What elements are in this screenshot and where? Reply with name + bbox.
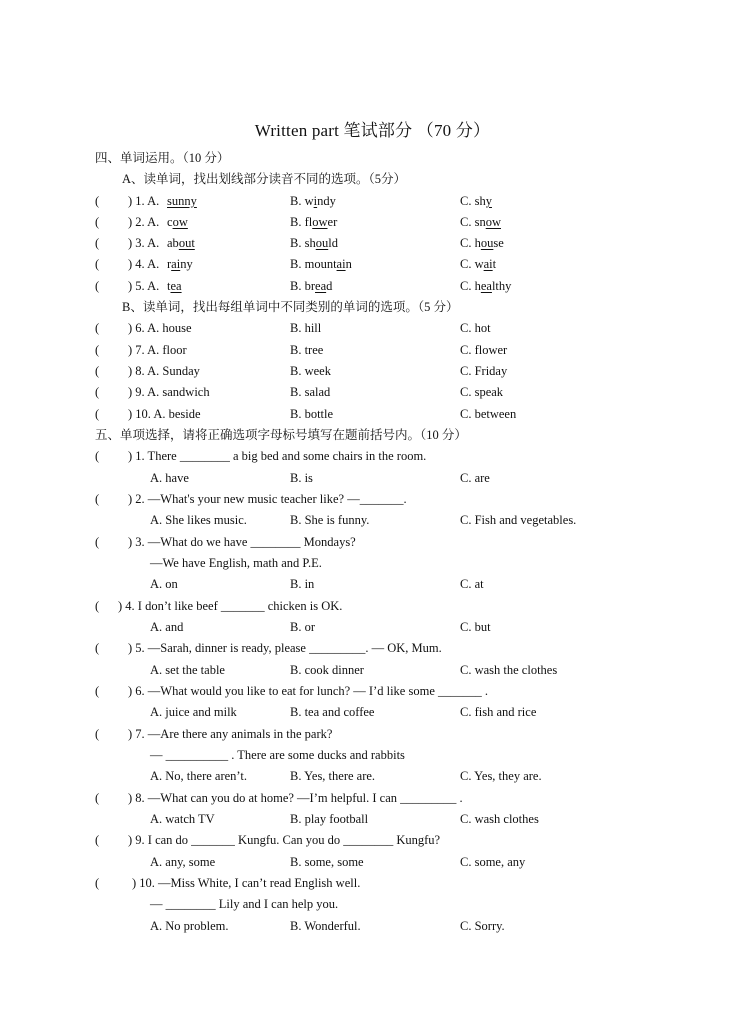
option-c: C. wait xyxy=(460,257,497,271)
option-c: C. shy xyxy=(460,194,492,208)
options-row xyxy=(0,702,745,722)
question-stem: ) 5. —Sarah, dinner is ready, please _________. — OK, Mum. xyxy=(128,641,442,655)
question-row xyxy=(0,191,745,211)
option-b: B. bread xyxy=(290,279,333,293)
answer-bracket[interactable]: ( xyxy=(95,385,100,399)
option-b: B. hill xyxy=(290,321,322,335)
option-c: C. snow xyxy=(460,215,501,229)
question-row xyxy=(0,276,745,296)
question-continuation: — ________ Lily and I can help you. xyxy=(150,897,339,911)
question-continuation: —We have English, math and P.E. xyxy=(150,556,322,570)
option-b: B. or xyxy=(290,620,315,634)
option-c: C. house xyxy=(460,236,504,250)
part-a-instruction: A、读单词，找出划线部分读音不同的选项。（5分） xyxy=(122,172,407,186)
option-a: A. watch TV xyxy=(150,812,215,826)
question-number: ) 4. A. xyxy=(128,257,160,271)
section-heading-4: 四、单词运用。（10 分） xyxy=(95,151,230,165)
question-row xyxy=(0,489,745,509)
question-stem: ) 1. There ________ a big bed and some chairs in the room. xyxy=(128,449,427,463)
answer-bracket[interactable]: ( xyxy=(95,449,100,463)
option-a: A. She likes music. xyxy=(150,513,247,527)
question-stem: ) 9. I can do _______ Kungfu. Can you do ________ Kungfu? xyxy=(128,833,441,847)
options-row xyxy=(0,660,745,680)
options-row xyxy=(0,468,745,488)
section-heading-5: 五、单项选择，请将正确选项字母标号填写在题前括号内。（10 分） xyxy=(95,428,467,442)
option-c: C. fish and rice xyxy=(460,705,537,719)
option-b: B. week xyxy=(290,364,331,378)
options-row xyxy=(0,766,745,786)
question-row xyxy=(0,382,745,402)
option-a: A. juice and milk xyxy=(150,705,237,719)
option-b: B. She is funny. xyxy=(290,513,370,527)
answer-bracket[interactable]: ( xyxy=(95,492,100,506)
option-c: C. Friday xyxy=(460,364,508,378)
question-continuation: — __________ . There are some ducks and rabbits xyxy=(150,748,405,762)
question-row xyxy=(0,724,745,744)
question-stem: ) 6. —What would you like to eat for lunch? — I’d like some _______ . xyxy=(128,684,488,698)
option-c: C. at xyxy=(460,577,484,591)
option-c: C. but xyxy=(460,620,491,634)
option-c: C. flower xyxy=(460,343,508,357)
options-row xyxy=(0,510,745,530)
answer-bracket[interactable]: ( xyxy=(95,257,100,271)
option-a: sunny xyxy=(167,194,197,208)
question-stem: ) 2. —What's your new music teacher like? —_______. xyxy=(128,492,407,506)
question-row xyxy=(0,681,745,701)
answer-bracket[interactable]: ( xyxy=(95,876,100,890)
option-c: C. wash the clothes xyxy=(460,663,558,677)
answer-bracket[interactable]: ( xyxy=(95,684,100,698)
option-a: A. and xyxy=(150,620,184,634)
options-row xyxy=(0,916,745,936)
question-number: ) 2. A. xyxy=(128,215,160,229)
option-b: B. tea and coffee xyxy=(290,705,375,719)
answer-bracket[interactable]: ( xyxy=(95,279,100,293)
question-number: ) 3. A. xyxy=(128,236,160,250)
option-c: C. wash clothes xyxy=(460,812,539,826)
question-stem: ) 9. A. sandwich xyxy=(128,385,210,399)
option-b: B. Yes, there are. xyxy=(290,769,376,783)
question-row xyxy=(0,532,745,552)
option-a: rainy xyxy=(167,257,193,271)
question-stem: ) 3. —What do we have ________ Mondays? xyxy=(128,535,356,549)
option-b: B. Wonderful. xyxy=(290,919,361,933)
options-row xyxy=(0,574,745,594)
option-c: C. Sorry. xyxy=(460,919,505,933)
option-b: B. flower xyxy=(290,215,338,229)
answer-bracket[interactable]: ( xyxy=(95,343,100,357)
answer-bracket[interactable]: ( xyxy=(95,215,100,229)
question-row xyxy=(0,254,745,274)
option-b: B. play football xyxy=(290,812,369,826)
option-a: cow xyxy=(167,215,188,229)
option-b: B. salad xyxy=(290,385,331,399)
question-row xyxy=(0,446,745,466)
page-title: Written part 笔试部分 （70 分） xyxy=(254,121,491,140)
question-row xyxy=(0,340,745,360)
option-a: A. on xyxy=(150,577,178,591)
option-c: C. between xyxy=(460,407,517,421)
answer-bracket[interactable]: ( xyxy=(95,599,100,613)
question-row xyxy=(0,318,745,338)
question-row xyxy=(0,788,745,808)
option-a: A. have xyxy=(150,471,189,485)
answer-bracket[interactable]: ( xyxy=(95,364,100,378)
option-c: C. Fish and vegetables. xyxy=(460,513,577,527)
option-b: B. bottle xyxy=(290,407,334,421)
answer-bracket[interactable]: ( xyxy=(95,641,100,655)
option-a: tea xyxy=(167,279,182,293)
question-stem: ) 8. —What can you do at home? —I’m helpful. I can _________ . xyxy=(128,791,463,805)
option-c: C. are xyxy=(460,471,490,485)
option-a: A. any, some xyxy=(150,855,216,869)
question-row xyxy=(0,404,745,424)
question-stem: ) 10. —Miss White, I can’t read English well. xyxy=(132,876,361,890)
question-stem: ) 7. —Are there any animals in the park? xyxy=(128,727,333,741)
option-b: B. some, some xyxy=(290,855,364,869)
answer-bracket[interactable]: ( xyxy=(95,194,100,208)
question-row xyxy=(0,212,745,232)
option-c: C. Yes, they are. xyxy=(460,769,542,783)
option-b: B. is xyxy=(290,471,313,485)
option-a: A. set the table xyxy=(150,663,225,677)
part-b-instruction: B、读单词，找出每组单词中不同类别的单词的选项。（5 分） xyxy=(122,300,459,314)
option-c: C. healthy xyxy=(460,279,512,293)
option-a: about xyxy=(167,236,195,250)
option-b: B. cook dinner xyxy=(290,663,364,677)
question-row xyxy=(0,361,745,381)
option-b: B. tree xyxy=(290,343,324,357)
answer-bracket[interactable]: ( xyxy=(95,321,100,335)
option-b: B. should xyxy=(290,236,338,250)
option-c: C. hot xyxy=(460,321,491,335)
option-c: C. speak xyxy=(460,385,504,399)
options-row xyxy=(0,852,745,872)
option-b: B. mountain xyxy=(290,257,352,271)
answer-bracket[interactable]: ( xyxy=(95,727,100,741)
options-row xyxy=(0,617,745,637)
question-stem: ) 4. I don’t like beef _______ chicken is OK. xyxy=(118,599,343,613)
answer-bracket[interactable]: ( xyxy=(95,535,100,549)
question-stem: ) 8. A. Sunday xyxy=(128,364,200,378)
answer-bracket[interactable]: ( xyxy=(95,833,100,847)
question-row xyxy=(0,596,745,616)
option-a: A. No problem. xyxy=(150,919,229,933)
question-number: ) 5. A. xyxy=(128,279,160,293)
question-stem: ) 7. A. floor xyxy=(128,343,187,357)
answer-bracket[interactable]: ( xyxy=(95,236,100,250)
question-row xyxy=(0,233,745,253)
option-c: C. some, any xyxy=(460,855,526,869)
option-b: B. windy xyxy=(290,194,336,208)
question-stem: ) 10. A. beside xyxy=(128,407,201,421)
answer-bracket[interactable]: ( xyxy=(95,407,100,421)
options-row xyxy=(0,809,745,829)
question-stem: ) 6. A. house xyxy=(128,321,192,335)
answer-bracket[interactable]: ( xyxy=(95,791,100,805)
question-row xyxy=(0,873,745,893)
option-a: A. No, there aren’t. xyxy=(150,769,247,783)
question-number: ) 1. A. xyxy=(128,194,160,208)
option-b: B. in xyxy=(290,577,315,591)
question-row xyxy=(0,830,745,850)
question-row xyxy=(0,638,745,658)
